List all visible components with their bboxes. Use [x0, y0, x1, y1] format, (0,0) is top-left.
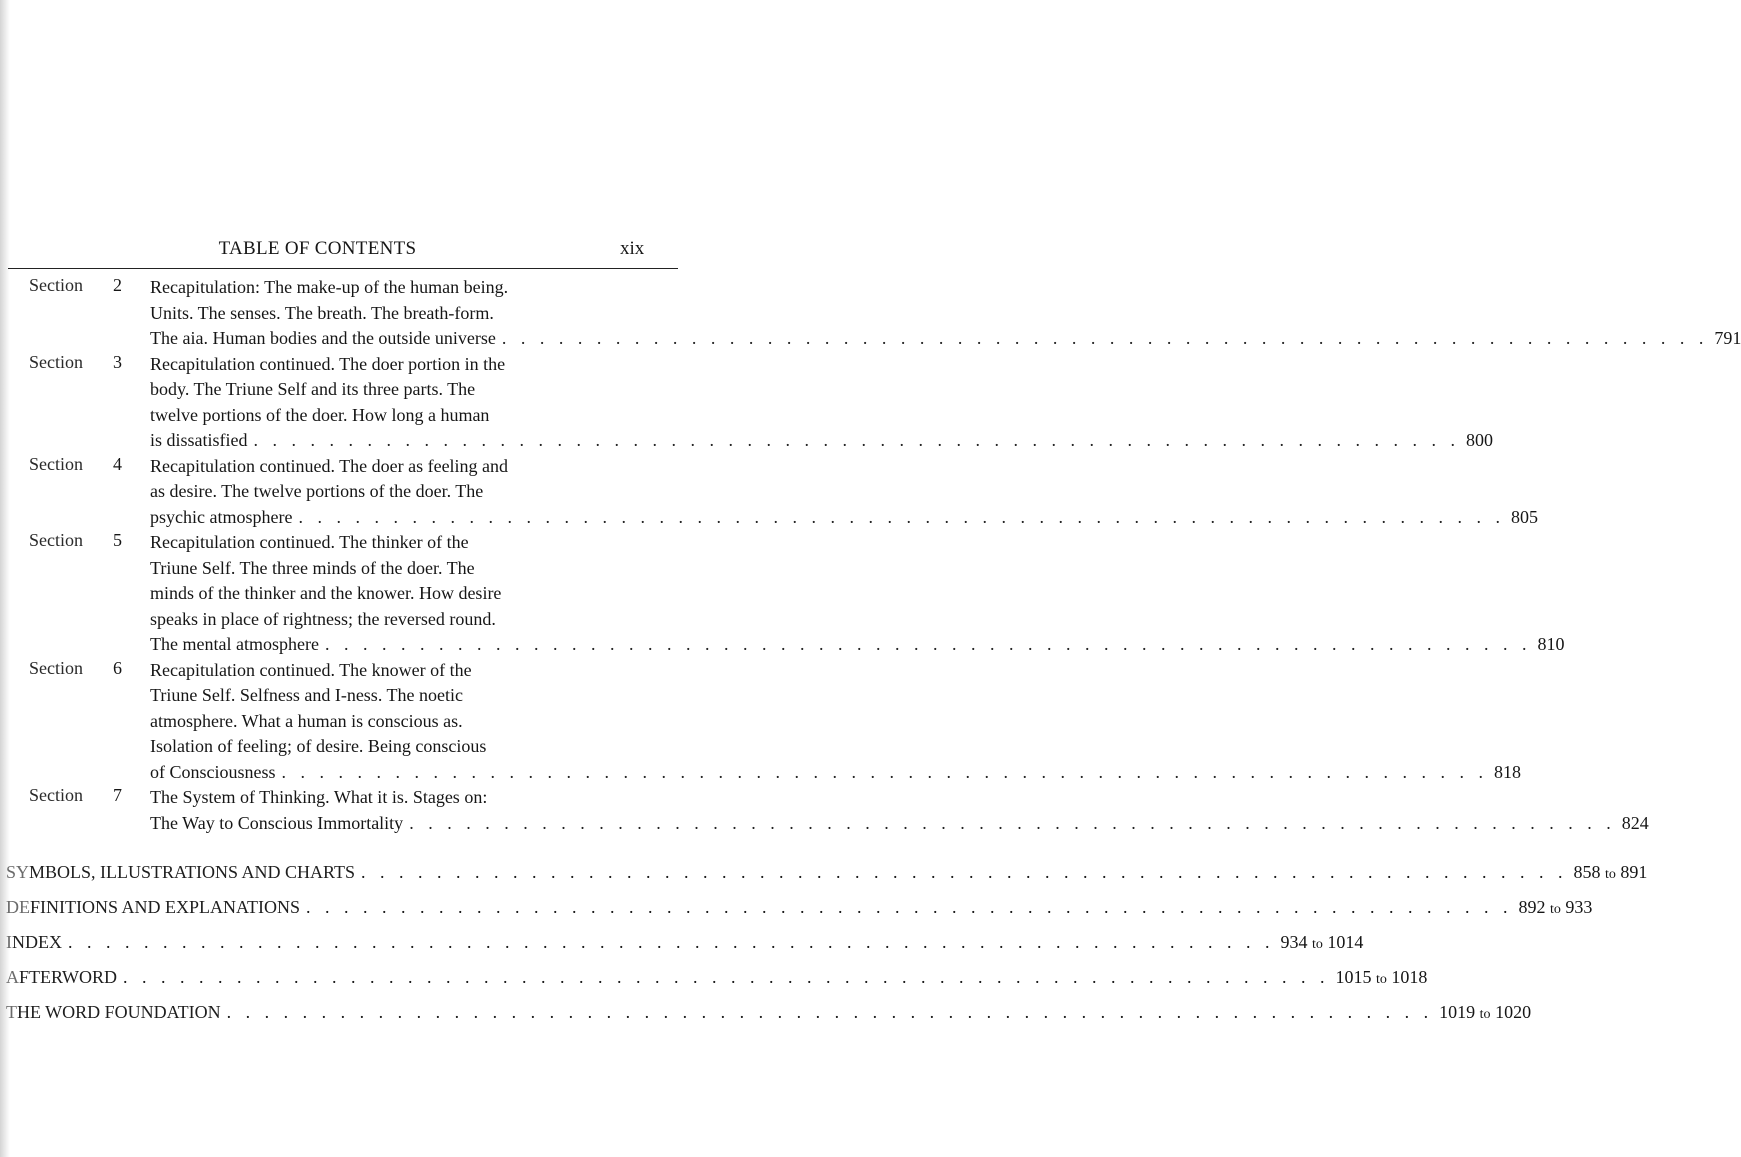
- section-page-number: 800: [1466, 430, 1493, 450]
- page-range-to-word: to: [1376, 972, 1387, 987]
- section-page-number: 824: [1621, 812, 1649, 833]
- back-matter-title-cut-letters: SY: [6, 862, 30, 882]
- page-range-from: 858: [1573, 862, 1601, 882]
- section-description: [150, 658, 1521, 786]
- section-text-line: body. The Triune Self and its three parts. The: [150, 379, 476, 399]
- dot-leader: . . . . . . . . . . . . . . . . . . . . . . . . . . . . . . . . . . . . . . . . . . . . . . . . . . . . . . . . . . . . . . . .: [501, 328, 1709, 348]
- section-text-line: atmosphere. What a human is conscious as.: [150, 710, 463, 731]
- page-range-to-word: to: [1312, 937, 1323, 952]
- dot-leader: . . . . . . . . . . . . . . . . . . . . . . . . . . . . . . . . . . . . . . . . . . . . . . . . . . . . . . . . . . . . . . . .: [123, 967, 1330, 987]
- back-matter-title-cut-letters: T: [6, 1002, 17, 1022]
- section-description: [150, 275, 1741, 352]
- dot-leader: . . . . . . . . . . . . . . . . . . . . . . . . . . . . . . . . . . . . . . . . . . . . . . . . . . . . . . . . . . . . . . . .: [409, 812, 1616, 833]
- back-matter-title-cut-letters: DE: [6, 897, 30, 917]
- section-description: [150, 352, 1493, 454]
- section-description: [150, 530, 1565, 658]
- section-text-line: speaks in place of rightness; the reversed round.: [150, 608, 496, 629]
- section-number: 4: [113, 453, 122, 474]
- back-matter-title-cut-letters: A: [6, 967, 19, 987]
- header-rule: [8, 268, 678, 269]
- page-range-to-word: to: [1550, 902, 1561, 917]
- section-text-line: Recapitulation continued. The knower of the: [150, 659, 472, 680]
- back-matter-title: [6, 855, 355, 890]
- dot-leader: . . . . . . . . . . . . . . . . . . . . . . . . . . . . . . . . . . . . . . . . . . . . . . . . . . . . . . . . . . . . . . . .: [68, 932, 1275, 952]
- dot-leader: . . . . . . . . . . . . . . . . . . . . . . . . . . . . . . . . . . . . . . . . . . . . . . . . . . . . . . . . . . . . . . . .: [226, 1002, 1434, 1022]
- back-matter-list: [6, 855, 1648, 1030]
- back-matter-title: [6, 995, 221, 1030]
- toc-section: [0, 530, 1565, 658]
- section-text-line: Isolation of feeling; of desire. Being conscious: [150, 736, 487, 756]
- back-matter-title-text: MBOLS, ILLUSTRATIONS AND CHARTS: [29, 862, 355, 882]
- section-text-line: Recapitulation continued. The thinker of the: [150, 532, 469, 552]
- section-label: Section: [29, 657, 83, 678]
- page-range-to-word: to: [1479, 1007, 1491, 1022]
- section-description: [150, 785, 1649, 836]
- page-range-to: 933: [1565, 897, 1593, 917]
- back-matter-title-text: FTERWORD: [19, 967, 118, 987]
- back-matter-title: [6, 925, 62, 960]
- section-text-line: Triune Self. The three minds of the doer. The: [150, 557, 475, 578]
- section-last-line: [150, 326, 1741, 352]
- section-page-number: 818: [1494, 761, 1521, 782]
- back-matter-entry: [6, 890, 1593, 925]
- section-label: Section: [29, 453, 83, 474]
- back-matter-entry: [6, 925, 1364, 960]
- toc-section: [0, 453, 1538, 531]
- section-text-line: of Consciousness: [150, 761, 276, 782]
- page-range-from: 1015: [1335, 967, 1372, 987]
- toc-section: [0, 275, 1741, 352]
- section-text-line: Recapitulation continued. The doer portion in the: [150, 353, 506, 374]
- section-text-line: Triune Self. Selfness and I-ness. The noetic: [150, 685, 463, 705]
- running-header-page-number: xix: [620, 238, 645, 259]
- section-text-line: minds of the thinker and the knower. How desire: [150, 583, 502, 603]
- page-range-to: 1020: [1495, 1002, 1532, 1022]
- section-description: [150, 454, 1538, 531]
- section-label: Section: [29, 785, 83, 805]
- back-matter-entry: [6, 855, 1648, 890]
- back-matter-entry: [6, 995, 1532, 1030]
- toc-section: [0, 351, 1493, 454]
- section-text-line: Recapitulation continued. The doer as feeling and: [150, 455, 509, 476]
- section-number: 7: [113, 785, 122, 805]
- page-range-from: 934: [1280, 932, 1308, 952]
- section-text-line: is dissatisfied: [150, 430, 248, 450]
- back-matter-title: [6, 960, 117, 995]
- section-page-number: 805: [1510, 506, 1538, 527]
- section-label: Section: [29, 275, 83, 295]
- section-text-line: twelve portions of the doer. How long a human: [150, 404, 490, 425]
- page-range-to: 891: [1620, 862, 1648, 882]
- page-range-to: 1014: [1327, 932, 1364, 952]
- section-text-line: The System of Thinking. What it is. Stages on:: [150, 787, 488, 807]
- back-matter-page-range: [1519, 890, 1593, 927]
- back-matter-page-range: [1573, 855, 1647, 892]
- back-matter-title-text: HE WORD FOUNDATION: [17, 1002, 221, 1022]
- section-number: 3: [113, 351, 122, 372]
- dot-leader: . . . . . . . . . . . . . . . . . . . . . . . . . . . . . . . . . . . . . . . . . . . . . . . . . . . . . . . . . . . . . . . .: [360, 862, 1568, 882]
- section-last-line: [150, 760, 1521, 786]
- section-number: 2: [113, 275, 122, 295]
- back-matter-title-cut-letters: I: [6, 932, 12, 952]
- section-last-line: [150, 632, 1565, 658]
- section-text-line: as desire. The twelve portions of the doer. The: [150, 481, 484, 501]
- back-matter-entry: [6, 960, 1428, 995]
- section-label: Section: [29, 351, 83, 372]
- section-number: 5: [113, 530, 122, 550]
- section-text-line: The Way to Conscious Immortality: [150, 812, 404, 833]
- running-header-title: TABLE OF CONTENTS: [218, 238, 417, 259]
- back-matter-title: [6, 890, 300, 925]
- section-page-number: 791: [1714, 328, 1741, 348]
- back-matter-title-text: FINITIONS AND EXPLANATIONS: [30, 897, 300, 917]
- back-matter-title-text: NDEX: [12, 932, 62, 952]
- back-matter-page-range: [1336, 960, 1428, 997]
- dot-leader: . . . . . . . . . . . . . . . . . . . . . . . . . . . . . . . . . . . . . . . . . . . . . . . . . . . . . . . . . . . . . . . .: [298, 506, 1505, 527]
- section-text-line: psychic atmosphere: [150, 506, 293, 527]
- dot-leader: . . . . . . . . . . . . . . . . . . . . . . . . . . . . . . . . . . . . . . . . . . . . . . . . . . . . . . . . . . . . . . . .: [281, 761, 1488, 782]
- section-text-line: The mental atmosphere: [150, 634, 319, 654]
- section-page-number: 810: [1537, 634, 1565, 654]
- section-list: [0, 275, 1741, 836]
- dot-leader: . . . . . . . . . . . . . . . . . . . . . . . . . . . . . . . . . . . . . . . . . . . . . . . . . . . . . . . . . . . . . . . .: [253, 430, 1460, 450]
- page-range-from: 1019: [1439, 1002, 1476, 1022]
- back-matter-page-range: [1281, 925, 1364, 962]
- section-label: Section: [29, 530, 83, 550]
- page-range-to-word: to: [1604, 867, 1616, 882]
- section-text-line: The aia. Human bodies and the outside universe: [150, 328, 496, 348]
- dot-leader: . . . . . . . . . . . . . . . . . . . . . . . . . . . . . . . . . . . . . . . . . . . . . . . . . . . . . . . . . . . . . . . .: [306, 897, 1513, 917]
- section-number: 6: [113, 657, 122, 678]
- section-last-line: [150, 505, 1538, 531]
- back-matter-page-range: [1439, 995, 1531, 1032]
- toc-section: [0, 657, 1521, 786]
- section-last-line: [150, 428, 1493, 454]
- toc-section: [0, 785, 1649, 836]
- section-text-line: Recapitulation: The make-up of the human being.: [150, 277, 509, 297]
- dot-leader: . . . . . . . . . . . . . . . . . . . . . . . . . . . . . . . . . . . . . . . . . . . . . . . . . . . . . . . . . . . . . . . .: [324, 634, 1532, 654]
- section-text-line: Units. The senses. The breath. The breath-form.: [150, 302, 494, 323]
- section-last-line: [150, 811, 1649, 837]
- page-range-from: 892: [1518, 897, 1546, 917]
- page-range-to: 1018: [1391, 967, 1428, 987]
